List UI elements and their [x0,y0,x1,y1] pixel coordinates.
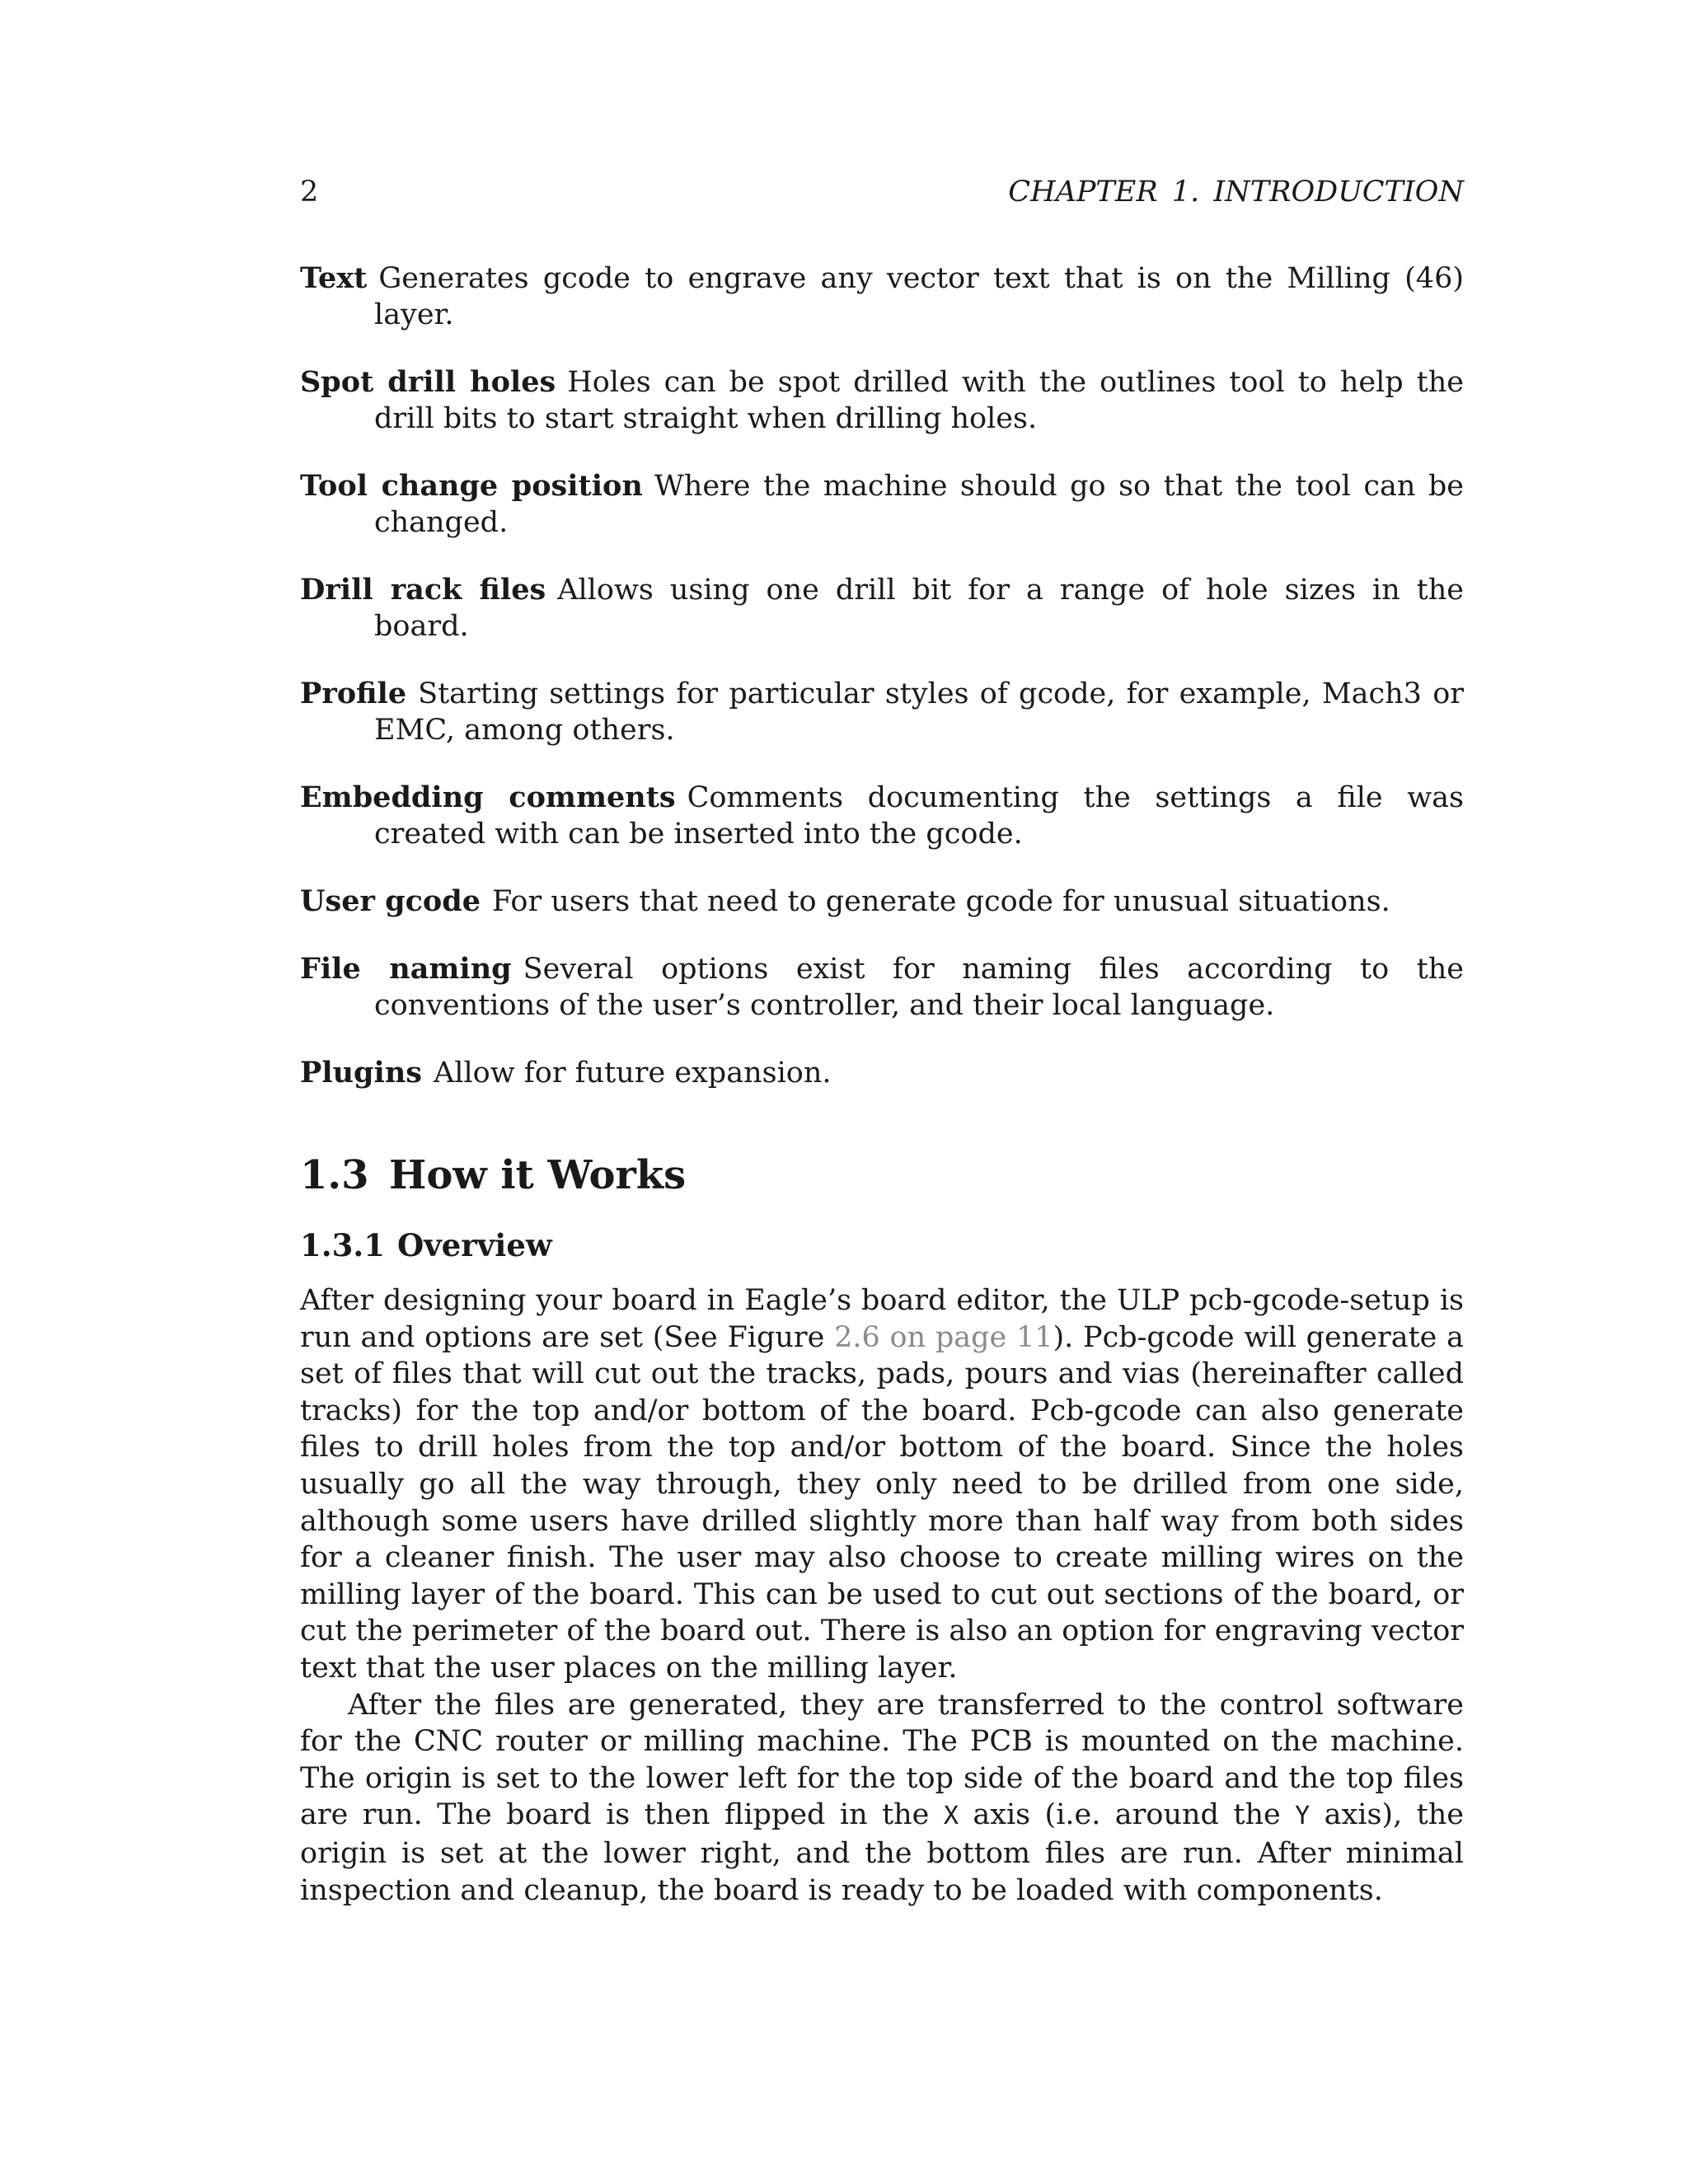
description-term: Drill rack files [300,573,546,607]
description-term: Spot drill holes [300,365,556,399]
paragraph-text: After designing your board in Eagle’s board editor, the ULP pcb-gcode-setup is run and options are set (See Figure [300,1284,1464,1354]
section-title: How it Works [389,1152,687,1198]
running-header [300,171,1464,213]
paragraph-text: After the files are generated, they are transferred to the control software for the CNC router or milling machine. The PCB is mounted on the machine. The origin is set to the lower left for the top side of the board and the top files are run. The board is then flipped in the [300,1688,1464,1832]
description-body: Holes can be spot drilled with the outlines tool to help the drill bits to start straight when drilling holes. [374,366,1464,435]
description-item-spot-drill-holes [300,364,1464,437]
description-body: Allows using one drill bit for a range of hole sizes in the board. [374,574,1464,643]
overview-paragraph-2 [300,1687,1464,1910]
description-body: Where the machine should go so that the tool can be changed. [374,470,1464,539]
description-item-user-gcode [300,883,1464,920]
description-term: Profile [300,677,407,710]
description-item-plugins [300,1055,1464,1091]
description-body: Several options exist for naming files according to the conventions of the user’s controller, and their local language. [374,953,1464,1022]
running-title: CHAPTER 1. INTRODUCTION [1008,176,1464,209]
axis-code-x: X [943,1802,959,1831]
description-term: File naming [300,952,512,986]
description-term: Embedding comments [300,780,676,814]
feature-description-list [300,260,1464,1091]
paragraph-text: axis (i.e. around the [958,1798,1296,1832]
description-body: Generates gcode to engrave any vector text that is on the Milling (46) layer. [374,262,1464,331]
description-term: Plugins [300,1056,422,1090]
description-item-embedding-comments [300,780,1464,852]
page-number: 2 [300,176,319,209]
document-page [300,171,1464,1909]
description-term: Tool change position [300,469,643,503]
description-body: For users that need to generate gcode for unusual situations. [492,885,1390,918]
figure-cross-reference-link[interactable]: 2.6 on page 11 [834,1320,1053,1354]
paragraph-text: ). Pcb-gcode will generate a set of files that will cut out the tracks, pads, pours and vias (hereinafter called tracks) for the top and/or bottom of the board. Pcb-gcode can also generate files to drill holes from the top and/or bottom of the board. Since the holes usually go all the way through, they only need to be drilled from one side, although some users have drilled slightly more than half way from both sides for a cleaner finish. The user may also choose to create milling wires on the milling layer of the board. This can be used to cut out sections of the board, or cut the perimeter of the board out. There is also an option for engraving vector text that the user places on the milling layer. [300,1320,1465,1685]
description-term: Text [300,261,368,295]
overview-paragraph-1 [300,1282,1464,1687]
description-body: Allow for future expansion. [433,1057,832,1090]
section-number: 1.3 [300,1152,369,1198]
description-body: Comments documenting the settings a file was created with can be inserted into the gcode. [374,781,1464,851]
subsection-number: 1.3.1 [300,1227,385,1263]
description-item-profile [300,676,1464,748]
subsection-heading [300,1225,1464,1266]
overview-body [300,1282,1464,1909]
section-heading [300,1151,1464,1200]
description-item-text [300,260,1464,333]
description-item-tool-change-position [300,468,1464,541]
description-item-file-naming [300,951,1464,1024]
axis-code-y: Y [1295,1802,1311,1831]
description-item-drill-rack-files [300,572,1464,644]
description-term: User gcode [300,884,481,918]
subsection-title: Overview [397,1227,552,1263]
description-body: Starting settings for particular styles of gcode, for example, Mach3 or EMC, among others. [374,677,1464,747]
paragraph-text: axis), the origin is set at the lower right, and the bottom files are run. After minimal inspection and cleanup, the board is ready to be loaded with components. [300,1798,1464,1907]
